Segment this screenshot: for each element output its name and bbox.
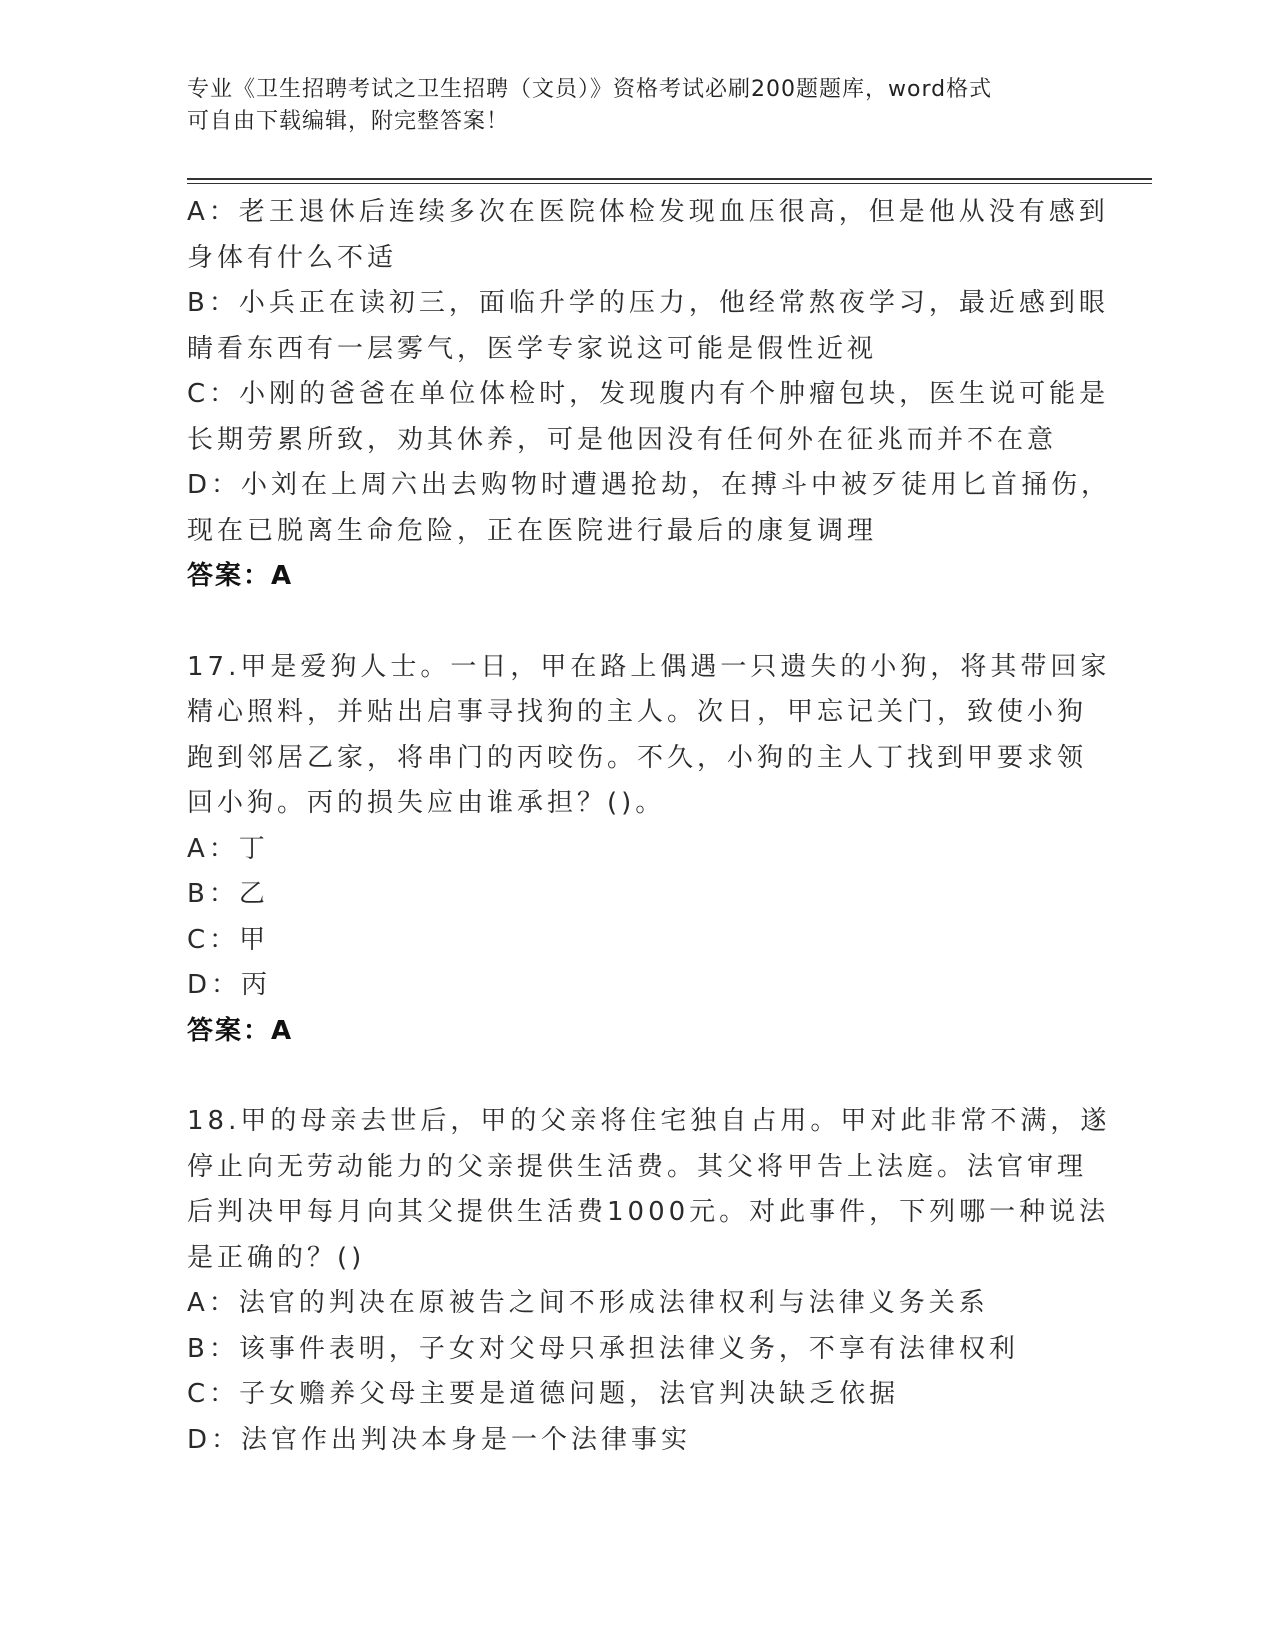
option-a: A：法官的判决在原被告之间不形成法律权利与法律义务关系 xyxy=(187,1288,989,1318)
option-d-line-2: 现在已脱离生命危险，正在医院进行最后的康复调理 xyxy=(187,515,878,546)
header-title-line-1: 专业《卫生招聘考试之卫生招聘（文员）》资格考试必刷200题题库，word格式 xyxy=(187,77,993,102)
option-c: C：甲 xyxy=(187,924,270,955)
question-17 xyxy=(187,645,1111,1055)
option-c-line-2: 长期劳累所致，劝其休养，可是他因没有任何外在征兆而并不在意 xyxy=(187,424,1058,455)
option-d: D：法官作出判决本身是一个法律事实 xyxy=(187,1424,692,1455)
answer-label: 答案：A xyxy=(187,1015,294,1046)
question-stem-line-4: 回小狗。丙的损失应由谁承担？()。 xyxy=(187,788,666,818)
header-title-line-2: 可自由下载编辑，附完整答案！ xyxy=(187,109,510,134)
document-body xyxy=(187,190,1112,1463)
question-16-options xyxy=(187,190,1112,600)
option-d: D：丙 xyxy=(187,970,272,1000)
option-d-line-1: D：小刘在上周六出去购物时遭遇抢劫，在搏斗中被歹徒用匕首捅伤， xyxy=(187,470,1112,500)
option-a-line-1: A：老王退休后连续多次在医院体检发现血压很高，但是他从没有感到 xyxy=(187,197,1109,227)
question-stem-line-3: 后判决甲每月向其父提供生活费1000元。对此事件，下列哪一种说法 xyxy=(187,1197,1110,1227)
option-c: C：子女赡养父母主要是道德问题，法官判决缺乏依据 xyxy=(187,1379,900,1409)
spacer xyxy=(187,600,1087,645)
question-stem-line-2: 精心照料，并贴出启事寻找狗的主人。次日，甲忘记关门，致使小狗 xyxy=(187,697,1088,727)
question-stem-line-3: 跑到邻居乙家，将串门的丙咬伤。不久，小狗的主人丁找到甲要求领 xyxy=(187,742,1088,773)
question-stem-line-1: 18.甲的母亲去世后，甲的父亲将住宅独自占用。甲对此非常不满，遂 xyxy=(187,1106,1111,1136)
option-c-line-1: C：小刚的爸爸在单位体检时，发现腹内有个肿瘤包块，医生说可能是 xyxy=(187,379,1110,409)
option-b: B：乙 xyxy=(187,879,269,909)
option-b-line-1: B：小兵正在读初三，面临升学的压力，他经常熬夜学习，最近感到眼 xyxy=(187,288,1109,318)
header-divider xyxy=(187,178,1152,180)
option-a-line-2: 身体有什么不适 xyxy=(187,242,398,273)
spacer xyxy=(187,1054,1087,1099)
question-stem-line-2: 停止向无劳动能力的父亲提供生活费。其父将甲告上法庭。法官审理 xyxy=(187,1151,1088,1182)
answer-label: 答案：A xyxy=(187,561,294,591)
document-header xyxy=(187,74,1067,138)
question-stem-line-4: 是正确的？() xyxy=(187,1242,366,1273)
option-b-line-2: 睛看东西有一层雾气，医学专家说这可能是假性近视 xyxy=(187,333,878,364)
question-18 xyxy=(187,1099,1111,1463)
question-stem-line-1: 17.甲是爱狗人士。一日，甲在路上偶遇一只遗失的小狗，将其带回家 xyxy=(187,651,1111,682)
option-a: A：丁 xyxy=(187,833,269,864)
option-b: B：该事件表明，子女对父母只承担法律义务，不享有法律权利 xyxy=(187,1333,1019,1364)
